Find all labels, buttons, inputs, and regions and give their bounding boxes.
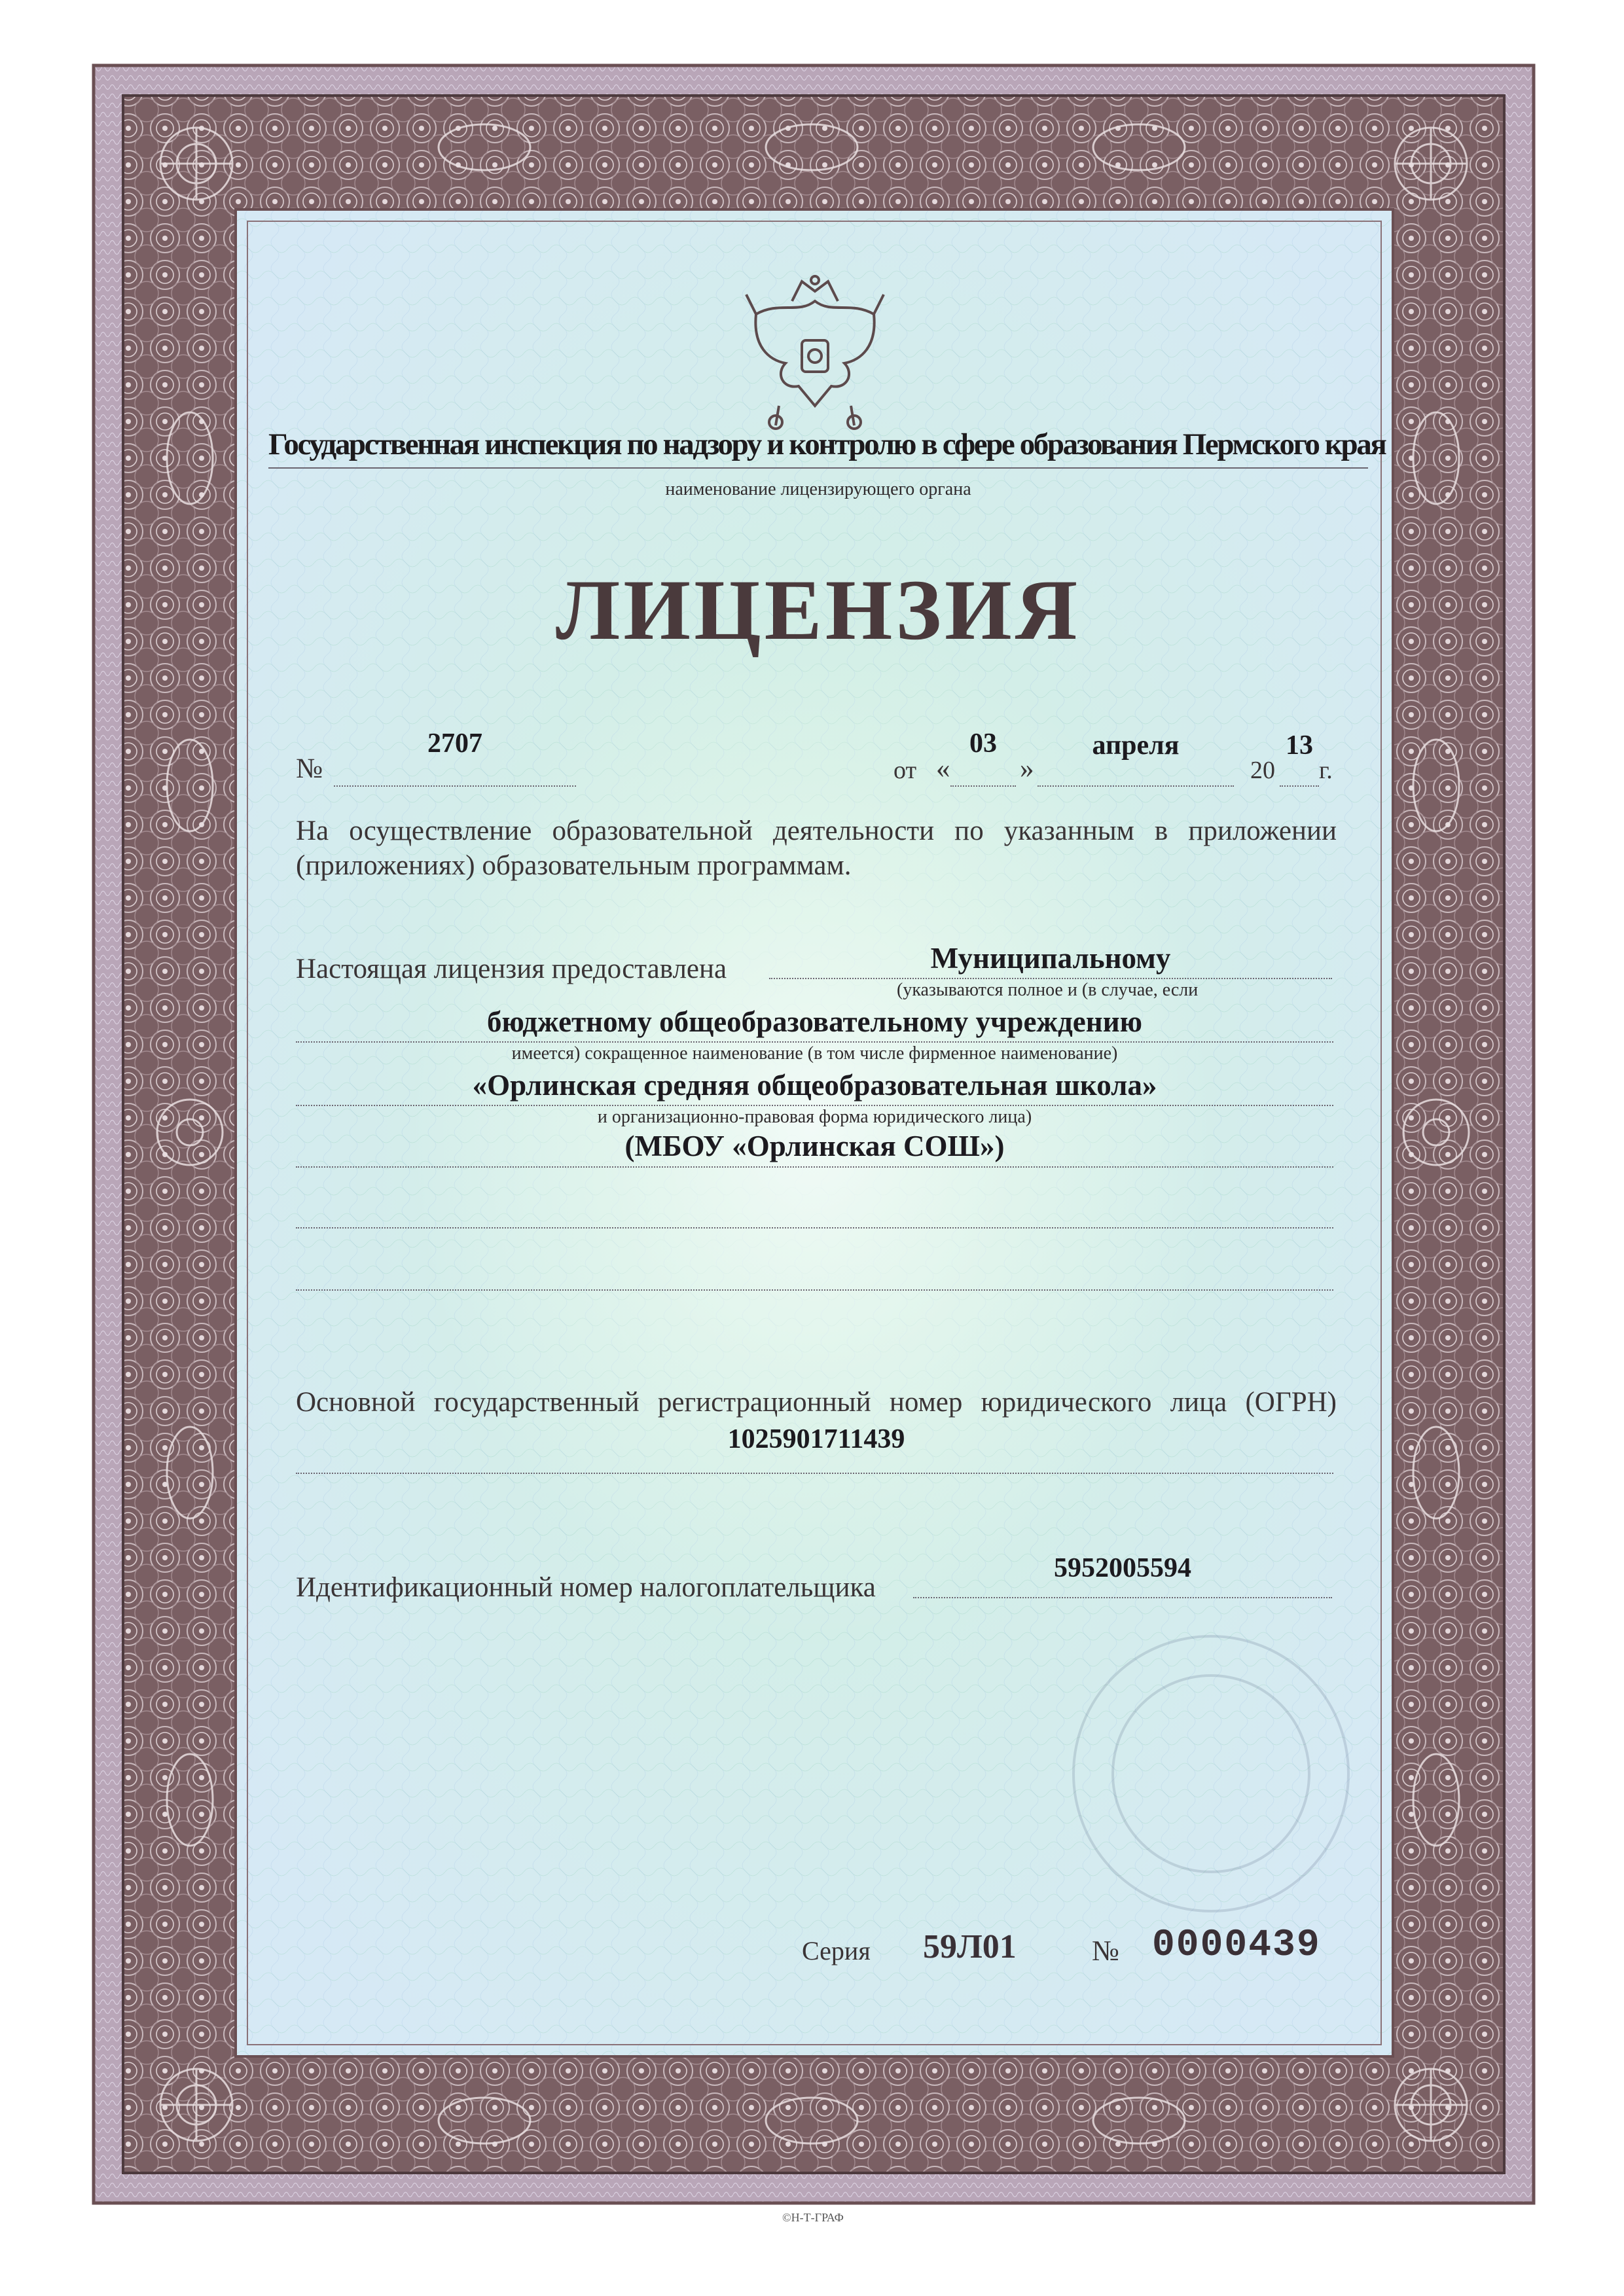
ogrn-label: Основной государственный регистрационный номер юридического лица (ОГРН): [296, 1387, 1337, 1418]
month-line: [1038, 785, 1234, 787]
ogrn-value: 1025901711439: [727, 1424, 905, 1454]
license-month: апреля: [1092, 730, 1180, 761]
licensee-line-6: [296, 1289, 1333, 1291]
license-number-line: [334, 785, 576, 787]
license-number: 2707: [427, 728, 482, 759]
series-value: 59Л01: [923, 1928, 1017, 1965]
blank-number-label: №: [1092, 1935, 1119, 1967]
authority-underline: [268, 467, 1368, 469]
inn-line: [913, 1597, 1332, 1598]
licensee-name-line-3: «Орлинская средняя общеобразовательная школа»: [472, 1069, 1157, 1102]
inn-value: 5952005594: [1054, 1553, 1191, 1583]
year-prefix: 20: [1250, 757, 1275, 784]
licensee-caption-1: (указываются полное и (в случае, если: [897, 980, 1199, 1000]
series-label: Серия: [802, 1936, 871, 1965]
licensee-line-1: [769, 978, 1332, 979]
licensing-authority-name: Государственная инспекция по надзору и контролю в сфере образования Пермского края: [268, 427, 1386, 461]
licensee-line-4: [296, 1166, 1333, 1168]
licensee-caption-3: и организационно-правовая форма юридического лица): [597, 1107, 1032, 1127]
printer-mark: ©Н-Т-ГРАФ: [782, 2211, 844, 2224]
licensee-line-2: [296, 1041, 1333, 1043]
licensee-line-3: [296, 1105, 1333, 1106]
licensee-name-line-4: (МБОУ «Орлинская СОШ»): [624, 1130, 1005, 1162]
document-title: ЛИЦЕНЗИЯ: [555, 562, 1081, 658]
authority-caption: наименование лицензирующего органа: [665, 479, 971, 499]
license-day: 03: [969, 728, 997, 759]
licensee-line-5: [296, 1227, 1333, 1229]
date-from-label: от: [893, 757, 917, 784]
ogrn-line: [296, 1473, 1333, 1474]
blank-number-value: 0000439: [1152, 1924, 1321, 1967]
licensee-name-line-2: бюджетному общеобразовательному учреждению: [486, 1005, 1143, 1038]
licensee-granted-label: Настоящая лицензия предоставлена: [296, 954, 727, 984]
license-year: 13: [1286, 730, 1313, 761]
licensee-caption-2: имеется) сокращенное наименование (в том числе фирменное наименование): [511, 1043, 1118, 1064]
purpose-line-1: На осуществление образовательной деятельности по указанным в приложении: [296, 816, 1337, 846]
date-quote-close: »: [1020, 753, 1034, 784]
license-number-prefix: №: [296, 753, 323, 784]
year-suffix: г.: [1319, 757, 1333, 784]
coat-of-arms-icon: [740, 275, 890, 432]
day-line: [950, 785, 1016, 787]
year-line: [1280, 785, 1319, 787]
inn-label: Идентификационный номер налогоплательщика: [296, 1572, 876, 1603]
purpose-line-2: (приложениях) образовательным программам.: [296, 850, 852, 881]
licensee-name-line-1: Муниципальному: [930, 942, 1171, 975]
date-quote-open: «: [936, 753, 950, 784]
